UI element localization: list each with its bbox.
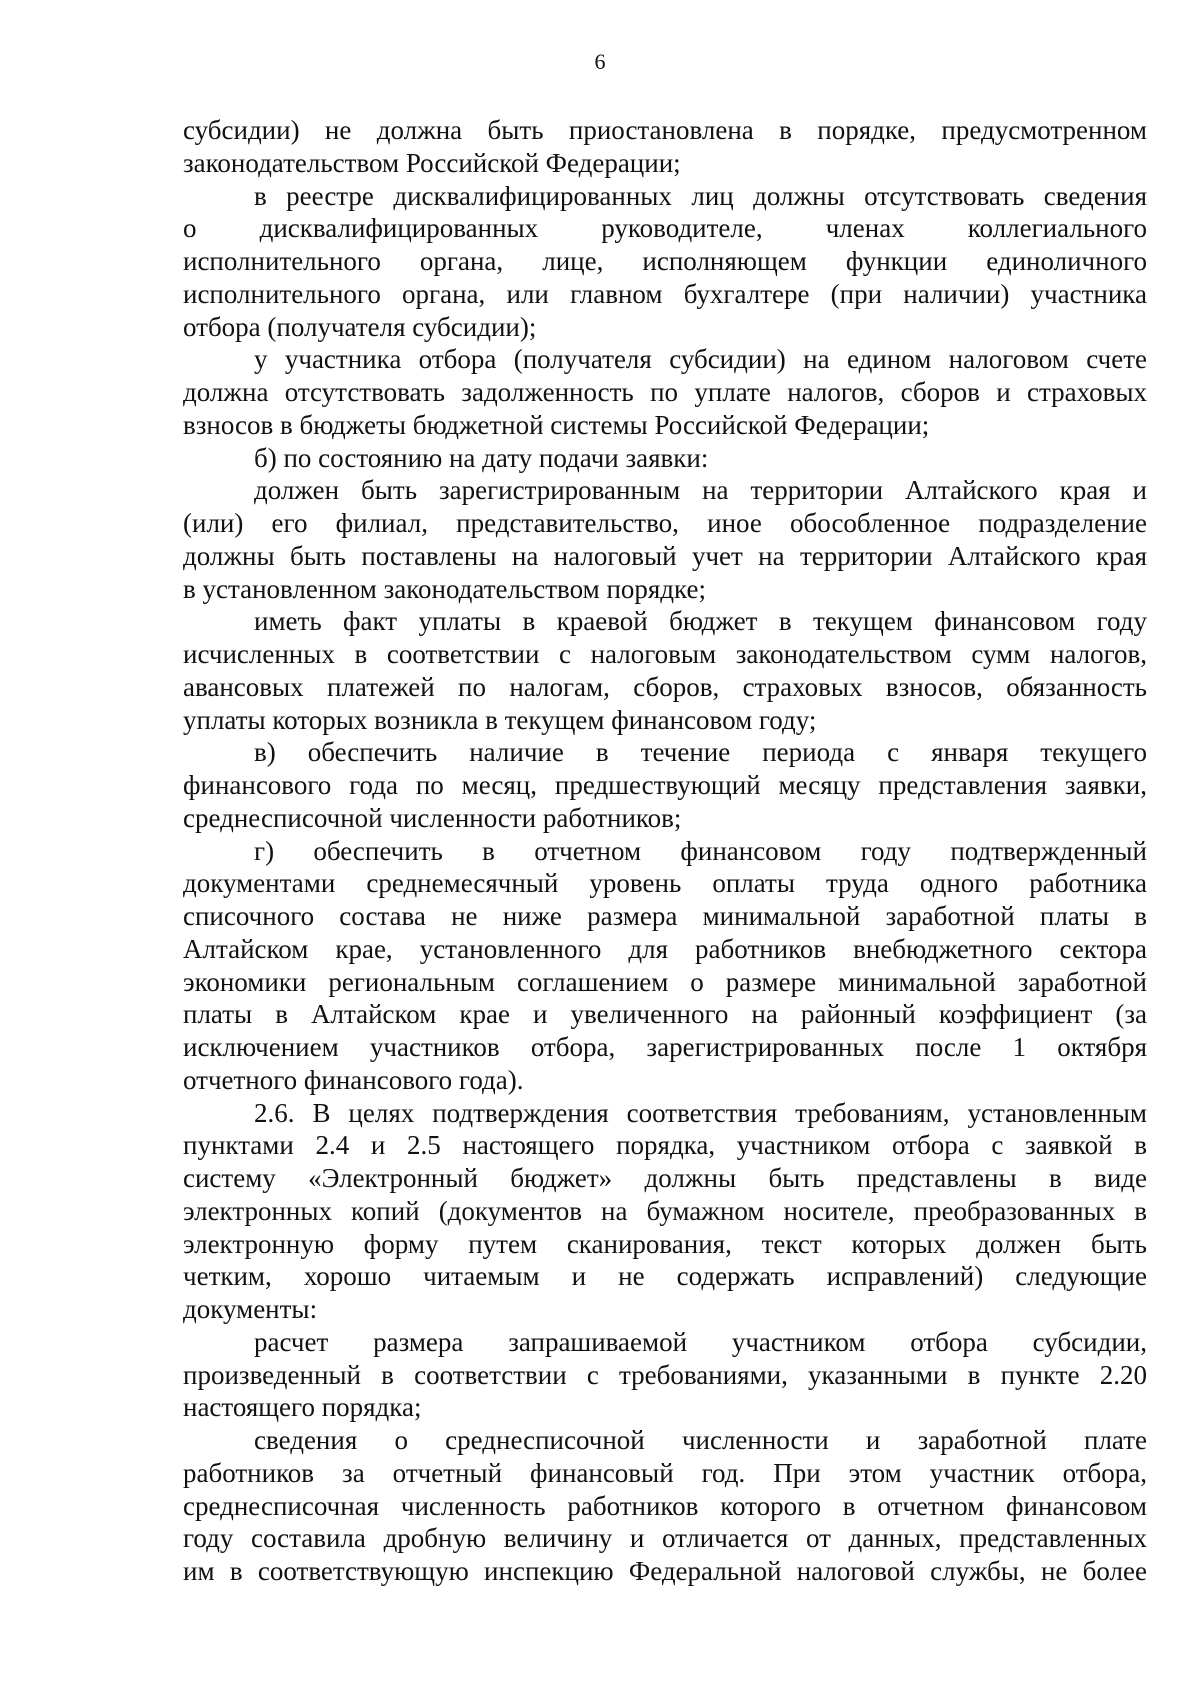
text-line: б) по состоянию на дату подачи заявки: bbox=[254, 442, 709, 473]
text-line: 2.6. В целях подтверждения соответствия требованиям, установленным bbox=[254, 1097, 1147, 1128]
text-line: должны быть поставлены на налоговый учет на территории Алтайского края bbox=[183, 540, 1147, 571]
text-line: г) обеспечить в отчетном финансовом году подтвержденный bbox=[254, 835, 1147, 866]
text-line: в установленном законодательством порядке; bbox=[183, 573, 706, 604]
text-line: расчет размера запрашиваемой участником отбора субсидии, bbox=[254, 1326, 1147, 1357]
text-line: им в соответствующую инспекцию Федеральной налоговой службы, не более bbox=[183, 1556, 1147, 1586]
text-line: в) обеспечить наличие в течение периода с января текущего bbox=[254, 737, 1147, 768]
text-line: Алтайском крае, установленного для работников внебюджетного сектора bbox=[183, 933, 1147, 964]
text-line: взносов в бюджеты бюджетной системы Российской Федерации; bbox=[183, 409, 930, 440]
document-body bbox=[183, 114, 1147, 1588]
text-line: документы: bbox=[183, 1294, 318, 1324]
text-line: среднесписочная численность работников которого в отчетном финансовом bbox=[183, 1490, 1147, 1521]
text-line: электронных копий (документов на бумажном носителе, преобразованных в bbox=[183, 1195, 1147, 1226]
text-line: систему «Электронный бюджет» должны быть представлены в виде bbox=[183, 1163, 1147, 1193]
text-line: четким, хорошо читаемым и не содержать исправлений) следующие bbox=[183, 1261, 1147, 1292]
text-line: списочного состава не ниже размера минимальной заработной платы в bbox=[183, 901, 1147, 931]
text-line: в реестре дисквалифицированных лиц должны отсутствовать сведения bbox=[254, 180, 1147, 211]
text-line: электронную форму путем сканирования, текст которых должен быть bbox=[183, 1228, 1147, 1259]
text-line: исполнительного органа, или главном бухгалтере (при наличии) участника bbox=[183, 278, 1147, 309]
text-line: платы в Алтайском крае и увеличенного на районный коэффициент (за bbox=[183, 999, 1147, 1030]
text-line: исчисленных в соответствии с налоговым законодательством сумм налогов, bbox=[183, 639, 1147, 669]
text-line: финансового года по месяц, предшествующий месяцу представления заявки, bbox=[183, 770, 1147, 800]
text-line: о дисквалифицированных руководителе, членах коллегиального bbox=[183, 213, 1147, 244]
text-line: году составила дробную величину и отличается от данных, представленных bbox=[183, 1523, 1147, 1554]
text-line: исключением участников отбора, зарегистрированных после 1 октября bbox=[183, 1032, 1147, 1062]
text-line: среднесписочной численности работников; bbox=[183, 802, 682, 833]
text-line: экономики региональным соглашением о размере минимальной заработной bbox=[183, 966, 1147, 997]
text-line: уплаты которых возникла в текущем финансовом году; bbox=[183, 704, 817, 735]
text-line: субсидии) не должна быть приостановлена в порядке, предусмотренном bbox=[183, 115, 1147, 145]
text-line: отчетного финансового года). bbox=[183, 1064, 524, 1095]
text-line: отбора (получателя субсидии); bbox=[183, 311, 537, 342]
page-number: 6 bbox=[594, 49, 606, 74]
text-line: пунктами 2.4 и 2.5 настоящего порядка, участником отбора с заявкой в bbox=[183, 1130, 1147, 1161]
text-line: произведенный в соответствии с требованиями, указанными в пункте 2.20 bbox=[183, 1359, 1147, 1390]
text-line: должен быть зарегистрированным на территории Алтайского края и bbox=[254, 475, 1147, 506]
text-line: исполнительного органа, лице, исполняющем функции единоличного bbox=[183, 246, 1147, 276]
text-line: работников за отчетный финансовый год. При этом участник отбора, bbox=[183, 1457, 1147, 1488]
text-line: законодательством Российской Федерации; bbox=[183, 147, 681, 178]
text-line: у участника отбора (получателя субсидии) на едином налоговом счете bbox=[254, 344, 1147, 375]
text-line: иметь факт уплаты в краевой бюджет в текущем финансовом году bbox=[254, 606, 1147, 637]
text-line: сведения о среднесписочной численности и заработной плате bbox=[254, 1425, 1147, 1455]
text-line: авансовых платежей по налогам, сборов, страховых взносов, обязанность bbox=[183, 671, 1147, 702]
text-line: должна отсутствовать задолженность по уплате налогов, сборов и страховых bbox=[183, 377, 1147, 407]
text-line: (или) его филиал, представительство, иное обособленное подразделение bbox=[183, 508, 1147, 538]
text-line: документами среднемесячный уровень оплаты труда одного работника bbox=[183, 868, 1147, 899]
text-line: настоящего порядка; bbox=[183, 1392, 422, 1423]
